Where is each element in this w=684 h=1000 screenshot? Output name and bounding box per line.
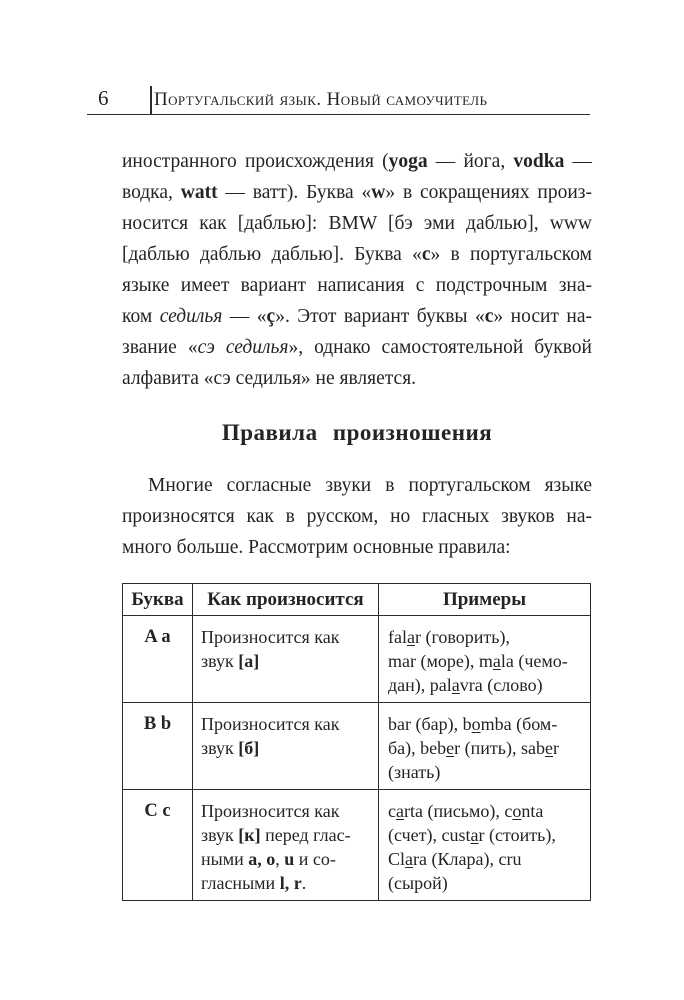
- table-row-letter-c: [123, 790, 591, 901]
- examples-cell: carta (письмо), conta (счет), custar (стоить), Clara (Клара), cru (сырой): [379, 790, 591, 901]
- header-divider-line: [150, 86, 152, 114]
- text-line: носится как [даблью]: BMW [бэ эми даблью], www: [122, 213, 592, 234]
- text-line: произносятся как в русском, но гласных звуков на-: [122, 506, 592, 527]
- text-line: Многие согласные звуки в португальском языке: [148, 475, 592, 496]
- text-line: ком седилья — «ç». Этот вариант буквы «с» носит на-: [122, 306, 593, 327]
- letter-cell: C c: [123, 790, 193, 901]
- examples-cell: falar (говорить), mar (море), mala (чемо- дан), palavra (слово): [379, 616, 591, 703]
- page-number: 6: [98, 86, 109, 110]
- letter-cell: B b: [123, 703, 193, 790]
- table-row-letter-b: [123, 703, 591, 790]
- text-line: алфавита «сэ седилья» не является.: [122, 368, 417, 389]
- col-header-pronunciation: Как произносится: [193, 584, 379, 616]
- intro-paragraph: [122, 146, 592, 394]
- pronunciation-cell: Произносится как звук [к] перед глас- ными a, o, u и со- гласными l, r.: [193, 790, 379, 901]
- table-header-row: [123, 584, 591, 616]
- running-title: Португальский язык. Новый самоучитель: [154, 89, 488, 110]
- table-row-letter-a: [123, 616, 591, 703]
- running-header: [87, 86, 590, 115]
- examples-cell: bar (бар), bomba (бом- ба), beber (пить), saber (знать): [379, 703, 591, 790]
- text-line: много больше. Рассмотрим основные правила:: [122, 537, 511, 558]
- pronunciation-cell: Произносится как звук [б]: [193, 703, 379, 790]
- text-line: [даблью даблью даблью]. Буква «с» в португальском: [122, 244, 592, 265]
- pronunciation-table: [122, 583, 591, 901]
- text-line: иностранного происхождения (yoga — йога, vodka —: [122, 151, 593, 172]
- text-line: языке имеет вариант написания с подстрочным зна-: [122, 275, 592, 296]
- col-header-letter: Буква: [123, 584, 193, 616]
- letter-cell: A a: [123, 616, 193, 703]
- section-heading: Правила произношения: [221, 420, 493, 445]
- pronunciation-cell: Произносится как звук [а]: [193, 616, 379, 703]
- text-line: звание «сэ седилья», однако самостоятельной буквой: [122, 337, 592, 358]
- text-line: водка, watt — ватт). Буква «w» в сокращениях произ-: [122, 182, 592, 203]
- lead-paragraph: [122, 470, 592, 563]
- col-header-examples: Примеры: [379, 584, 591, 616]
